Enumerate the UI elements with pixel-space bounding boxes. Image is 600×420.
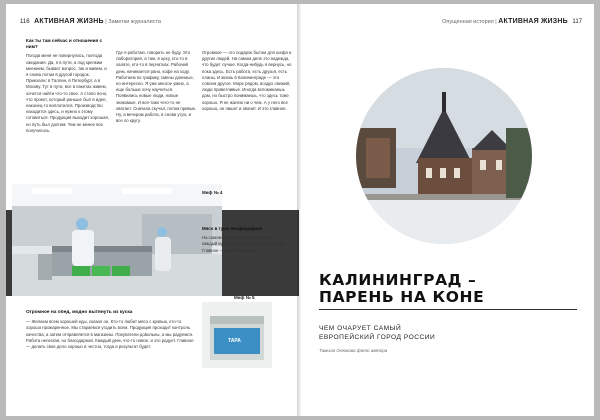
- myth-5-label: Миф № 5: [234, 295, 255, 300]
- question-heading: Как ты там сейчас и отношения с ним?: [26, 38, 103, 50]
- right-page-number: 117: [572, 19, 582, 25]
- title-line-1: КАЛИНИНГРАД –: [319, 271, 477, 289]
- kaliningrad-photo-image: [356, 68, 532, 244]
- left-page-number: 116: [20, 19, 30, 25]
- right-page-header: Опущенная история | АКТИВНАЯ ЖИЗНЬ 117: [442, 18, 582, 25]
- column-1: [26, 38, 110, 186]
- column-1-text: Погода меня не повернулась, полгода ожидания. Да, я в пути, а под крепким мнением, бывает вопрос, так и живем, и я снова потом в другой городок. Приехали: в Таллин, в Петербург, а в Москву. Тут в пути, все в пакетах живем, хочется найти что-то свое. А стало ясно, что проект, который раньше был в идее, наконец-то воплотился. Производство находится здесь, и нужно к этому готовиться. Продукция выходит хорошая, но путь был долгим. Тем не менее все получилось.: [26, 53, 109, 133]
- column-2-text: Где я работаю, говорить не буду. Это лаборатория, а там, в цеху, кто-то в халате, кто-то в перчатках. Рабочий день начинается рано, кофе на ходу. Работаем по графику, смены длинные, но интересно. Я уже многое умею, а еще больше хочу научиться. Появились новые люди, новые знакомые. И все-таки чего-то не хватает. Сначала скучал, потом привык. Ну, а вечером работа, и снова утро, и все по кругу.: [116, 50, 196, 124]
- myth-4-text: На самом деле мясо очень разное, и каждый кусок подходит для своего блюда. Главное — уметь выбирать.: [202, 235, 287, 253]
- lab-photo: [12, 184, 222, 296]
- bottom-subhead: Огромное на обед, модно вытянуть из куска: [26, 310, 133, 315]
- right-section-pre: Опущенная история: [442, 19, 494, 25]
- title-divider: [319, 309, 577, 310]
- left-section-subtitle: | Заметки журналиста: [105, 19, 161, 25]
- bottom-text: — Желаем всем хорошей еды, сказал он. Кто-то любит мясо с кровью, кто-то хорошо прожаренное. Мы стараемся угодить всем. Продукция проходит контроль качества, а затем отправляется в магазины. Покупатели довольны, а мы радуемся. Работа нелегкая, но благодарная. Каждый день что-то новое, и это радует. Главное — делать свое дело хорошо и честно, тогда и результат будет.: [26, 319, 194, 350]
- can-label: ТАРА: [228, 338, 241, 344]
- column-3-text: Огромное — это подарок бытом для шефа и других людей. На самом деле это надежда, что будет лучше. Когда-нибудь я вернусь, но пока здесь. Есть работа, есть друзья, есть планы. И жизнь в Калининграде — это совсем другое. Море рядом, воздух свежий, люди приветливые. Иногда вспоминаешь дом, но быстро понимаешь, что здесь тоже хорошо. Я не жалею ни о чем. А у него все хорошо, он пишет и звонит. И это главное.: [202, 50, 292, 111]
- myth-4-label: Миф № 4: [202, 190, 223, 195]
- title-line-2: ПАРЕНЬ НА КОНЕ: [319, 288, 485, 306]
- left-page: [6, 4, 299, 416]
- byline: Тамила Олюкова фото автора: [319, 348, 388, 353]
- kaliningrad-photo: [356, 68, 532, 244]
- left-page-header: [20, 18, 161, 25]
- subtitle-line-2: ЕВРОПЕЙСКИЙ ГОРОД РОССИИ: [319, 334, 436, 341]
- article-title: [319, 272, 484, 306]
- subtitle-line-1: ЧЕМ ОЧАРУЕТ САМЫЙ: [319, 325, 402, 332]
- lab-photo-image: [12, 184, 222, 296]
- bottom-block: [26, 310, 196, 410]
- myth-4-title: Мясо в туше неоднородное: [202, 226, 263, 231]
- left-section-title: АКТИВНАЯ ЖИЗНЬ: [34, 18, 104, 25]
- right-page: [299, 4, 594, 416]
- can-photo: [202, 302, 272, 368]
- column-3: [202, 50, 292, 178]
- right-section-title: АКТИВНАЯ ЖИЗНЬ: [498, 18, 568, 25]
- can-photo-image: [202, 302, 272, 368]
- book-spine: [297, 4, 301, 416]
- article-subtitle: [319, 324, 435, 342]
- column-2: [116, 50, 196, 174]
- myth-4-block: [202, 226, 292, 276]
